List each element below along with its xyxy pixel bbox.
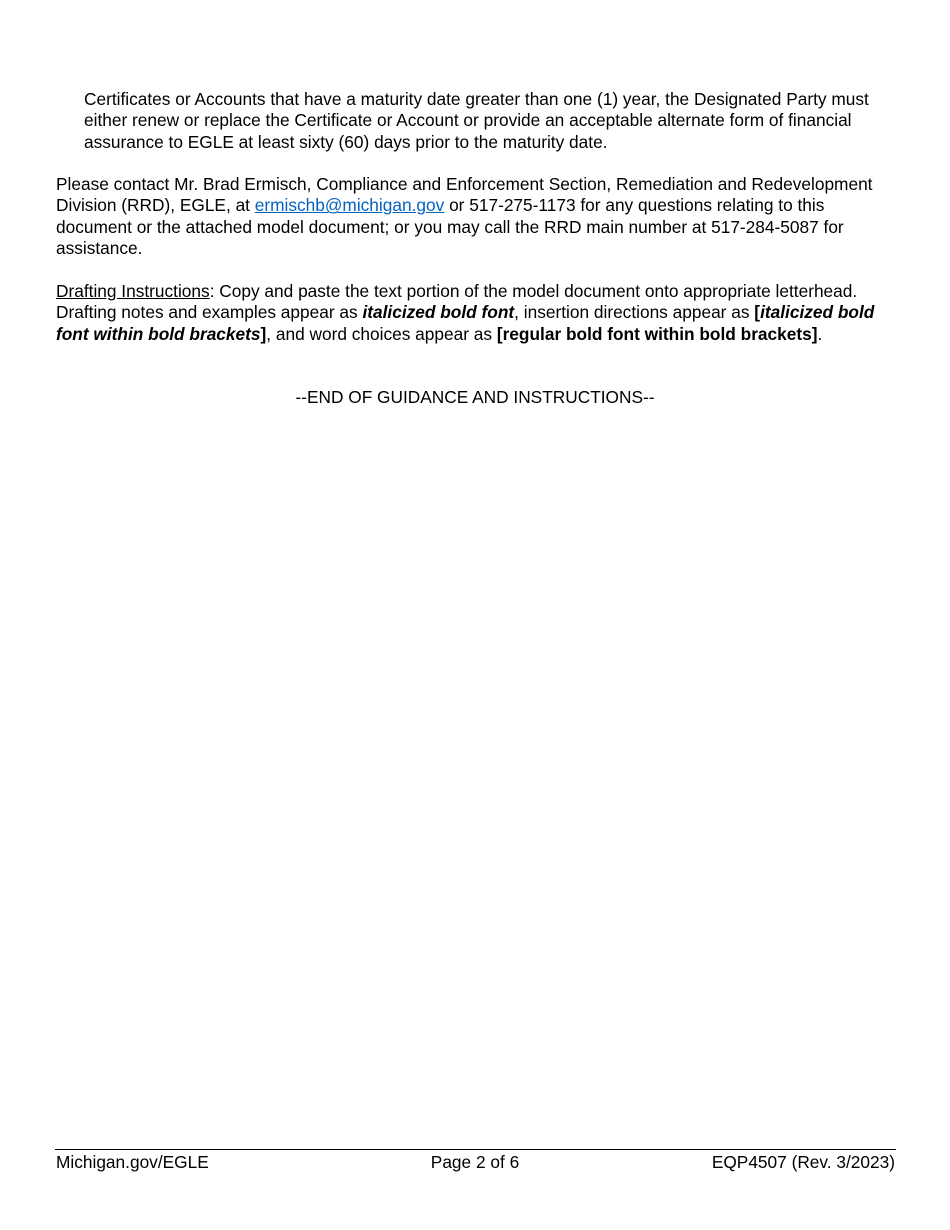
- contact-text-after: or 517-275-1173 for any questions relating to this document or the attached model document; or you may call the RRD main number at 517-284-5087 for assistance.: [56, 195, 844, 259]
- drafting-bracket-open: [: [754, 302, 761, 323]
- footer-form-id: EQP4507 (Rev. 3/2023): [711, 1152, 895, 1172]
- email-link[interactable]: ermischb@michigan.gov: [254, 195, 445, 216]
- end-marker: --END OF GUIDANCE AND INSTRUCTIONS--: [295, 387, 655, 407]
- drafting-text-1: : Copy and paste the text portion of the model document onto appropriate letterhead. Drafting notes and examples appear as: [56, 281, 858, 323]
- drafting-bracket-close: ]: [260, 323, 267, 344]
- footer-page-number: Page 2 of 6: [430, 1152, 520, 1172]
- contact-paragraph: [56, 174, 896, 260]
- drafting-bold-italic-2: italicized bold font within bold brackets: [56, 302, 875, 344]
- drafting-text-2: , insertion directions appear as: [514, 302, 755, 323]
- drafting-text-4: .: [817, 323, 823, 344]
- drafting-instructions-paragraph: [56, 281, 896, 345]
- contact-text-before: Please contact Mr. Brad Ermisch, Compliance and Enforcement Section, Remediation and Redevelopment Division (RRD), EGLE, at: [56, 174, 873, 216]
- drafting-heading: Drafting Instructions: [56, 281, 210, 301]
- footer-website: Michigan.gov/EGLE: [56, 1152, 209, 1172]
- drafting-text-3: , and word choices appear as: [266, 323, 497, 344]
- drafting-bold-3: [regular bold font within bold brackets]: [496, 323, 818, 344]
- maturity-paragraph: Certificates or Accounts that have a maturity date greater than one (1) year, the Designated Party must either renew or replace the Certificate or Account or provide an acceptable alternate form of financial assurance to EGLE at least sixty (60) days prior to the maturity date.: [84, 89, 869, 152]
- drafting-bold-italic-1: italicized bold font: [362, 302, 515, 323]
- footer-divider: [55, 1149, 896, 1150]
